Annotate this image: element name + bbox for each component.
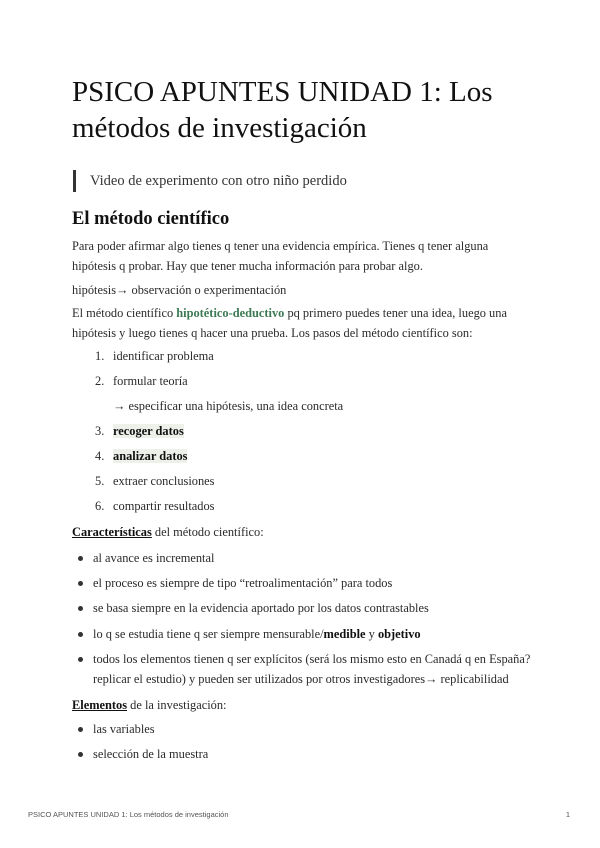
list-item-text: se basa siempre en la evidencia aportado por los datos contrastables — [93, 601, 429, 615]
step-item — [95, 371, 188, 391]
bullet4-mid: y — [365, 627, 378, 641]
list-item-text: el proceso es siempre de tipo “retroalimentación” para todos — [93, 576, 393, 590]
paragraph-evidence: Para poder afirmar algo tienes q tener una evidencia empírica. Tienes q tener alguna hipótesis q probar. Hay que tener mucha información para probar algo. — [72, 239, 489, 273]
list-item-text: selección de la muestra — [93, 747, 209, 761]
method-text-before: El método científico — [72, 306, 177, 320]
page-footer: PSICO APUNTES UNIDAD 1: Los métodos de investigación — [28, 810, 229, 819]
bullet4-bold-medible: medible — [323, 627, 366, 641]
elements-label — [72, 695, 532, 715]
bullet-icon — [78, 556, 83, 561]
list-item — [78, 719, 548, 739]
list-item — [78, 649, 548, 689]
elements-underlined: Elementos — [72, 698, 128, 712]
characteristics-rest: del método científico: — [151, 525, 264, 539]
paragraph-hypothesis: hipótesis→ observación o experimentación — [72, 283, 287, 297]
step-text: identificar problema — [113, 349, 214, 363]
list-item — [78, 548, 548, 568]
list-item — [78, 624, 548, 644]
step-sub-item: → especificar una hipótesis, una idea concreta — [113, 399, 344, 413]
step-number: 1. — [95, 349, 105, 363]
paragraph-method — [72, 303, 532, 343]
method-text-after: pq primero puedes tener una idea, luego una hipótesis y luego tienes q hacer una prueba. Los pasos del método científico son: — [72, 306, 507, 340]
step-number: 3. — [95, 424, 105, 438]
step-number: 5. — [95, 474, 105, 488]
step-item — [95, 446, 187, 466]
list-item-text — [93, 624, 548, 644]
page-number: 1 — [565, 810, 570, 819]
step-number: 2. — [95, 374, 105, 388]
list-item — [78, 744, 548, 764]
list-item — [78, 598, 548, 618]
list-item-text: todos los elementos tienen q ser explícitos (será los mismo esto en Canadá q en España? replicar el estudio) y pueden ser utilizados por otros investigadores→ replicabilidad — [93, 652, 531, 686]
bullet4-bold-objetivo: objetivo — [377, 627, 421, 641]
bullet-icon — [78, 752, 83, 757]
step-text: compartir resultados — [113, 499, 215, 513]
step-item — [95, 421, 184, 441]
section-heading: El método científico — [72, 209, 230, 229]
list-item-text: al avance es incremental — [93, 551, 215, 565]
bullet-icon — [78, 727, 83, 732]
bullet4-before: lo q se estudia tiene q ser siempre mensurable/ — [93, 627, 324, 641]
method-highlight: hipotético-deductivo — [176, 306, 285, 320]
step-item — [95, 496, 215, 516]
step-text: formular teoría — [113, 374, 188, 388]
step-number: 4. — [95, 449, 105, 463]
step-item — [95, 346, 214, 366]
list-item-text: las variables — [93, 722, 155, 736]
step-text: extraer conclusiones — [113, 474, 215, 488]
bullet-icon — [78, 606, 83, 611]
bullet-icon — [78, 581, 83, 586]
step-item — [95, 471, 215, 491]
page-title: PSICO APUNTES UNIDAD 1: Los métodos de investigación — [72, 76, 493, 144]
bullet-icon — [78, 657, 83, 662]
step-number: 6. — [95, 499, 105, 513]
characteristics-label — [72, 522, 532, 542]
step-text: recoger datos — [113, 424, 184, 438]
list-item — [78, 573, 548, 593]
blockquote: Video de experimento con otro niño perdido — [73, 170, 347, 192]
characteristics-underlined: Características — [72, 525, 152, 539]
elements-rest: de la investigación: — [127, 698, 227, 712]
step-text: analizar datos — [113, 449, 188, 463]
bullet-icon — [78, 632, 83, 637]
